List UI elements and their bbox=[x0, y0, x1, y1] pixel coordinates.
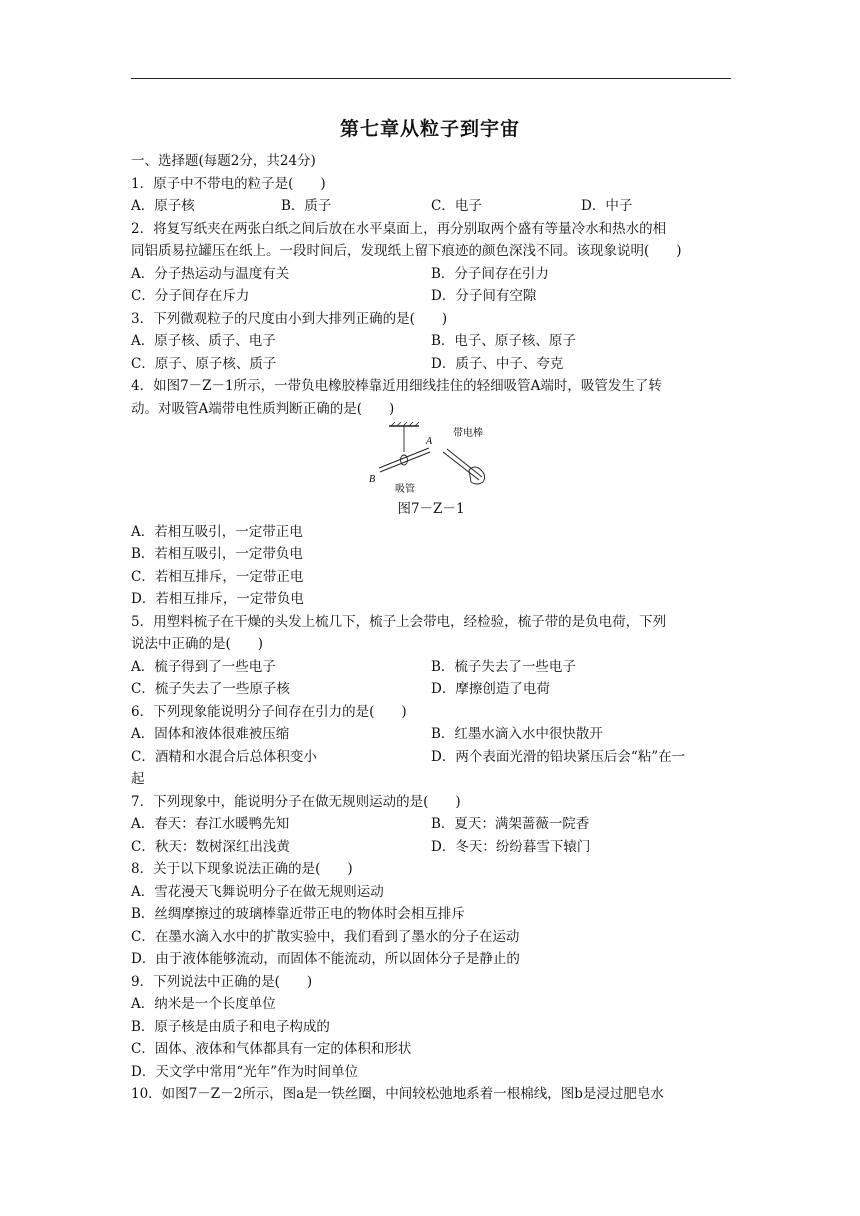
document-body bbox=[131, 150, 731, 1106]
option-d: D．若相互排斥，一定带负电 bbox=[131, 591, 304, 607]
option-b: B．梳子失去了一些电子 bbox=[431, 658, 576, 675]
question-stem: 4．如图7－Z－1所示，一带负电橡胶棒靠近用细线挂住的轻细吸管A端时，吸管发生了转 bbox=[131, 378, 662, 394]
label-a: A bbox=[426, 436, 433, 447]
label-straw: 吸管 bbox=[395, 484, 415, 495]
figure-straw-rod bbox=[131, 420, 731, 498]
option-d: D．摩擦创造了电荷 bbox=[431, 681, 550, 697]
question-stem-cont: 说法中正确的是( ) bbox=[131, 636, 264, 652]
option-row bbox=[131, 353, 731, 376]
question-stem: 1．原子中不带电的粒子是( ) bbox=[131, 175, 326, 192]
section-heading: 一、选择题(每题2分，共24分) bbox=[131, 153, 316, 169]
page-title: 第七章从粒子到宇宙 bbox=[339, 118, 520, 140]
question-stem: 2．将复写纸夹在两张白纸之间后放在水平桌面上，再分别取两个盛有等量冷水和热水的相 bbox=[131, 220, 667, 237]
option-a: A．雪花漫天飞舞说明分子在做无规则运动 bbox=[131, 883, 384, 900]
option-row bbox=[131, 330, 731, 353]
question-stem-cont: 动。对吸管A端带电性质判断正确的是( ) bbox=[131, 400, 395, 417]
option-row bbox=[131, 678, 731, 701]
option-a: A．梳子得到了一些电子 bbox=[131, 658, 276, 675]
option-d: D．中子 bbox=[581, 198, 633, 214]
option-a: A．若相互吸引，一定带正电 bbox=[131, 523, 303, 540]
figure-caption: 图7－Z－1 bbox=[397, 501, 465, 517]
option-row bbox=[131, 263, 731, 286]
option-row bbox=[131, 195, 731, 218]
question-stem: 7．下列现象中，能说明分子在做无规则运动的是( ) bbox=[131, 793, 461, 810]
question-stem: 5．用塑料梳子在干燥的头发上梳几下，梳子上会带电，经检验，梳子带的是负电荷，下列 bbox=[131, 613, 667, 630]
option-d: D．冬天：纷纷暮雪下辕门 bbox=[431, 838, 591, 855]
label-b: B bbox=[369, 474, 376, 485]
option-c: C．在墨水滴入水中的扩散实验中，我们看到了墨水的分子在运动 bbox=[131, 928, 520, 945]
option-b: B．电子、原子核、原子 bbox=[431, 333, 576, 349]
option-c: C．固体、液体和气体都具有一定的体积和形状 bbox=[131, 1041, 412, 1057]
label-rod: 带电棒 bbox=[453, 428, 483, 439]
option-b: B．原子核是由质子和电子构成的 bbox=[131, 1018, 330, 1035]
option-c: C．酒精和水混合后总体积变小 bbox=[131, 748, 317, 765]
option-a: A．原子核 bbox=[131, 198, 195, 214]
option-d: D．由于液体能够流动，而固体不能流动，所以固体分子是静止的 bbox=[131, 951, 520, 967]
question-stem: 10．如图7－Z－2所示，图a是一铁丝圈，中间较松弛地系着一根棉线，图b是浸过肥皂水 bbox=[131, 1086, 664, 1102]
option-c: C．电子 bbox=[431, 198, 482, 214]
option-a: A．原子核、质子、电子 bbox=[131, 333, 276, 349]
question-stem: 8．关于以下现象说法正确的是( ) bbox=[131, 861, 353, 877]
option-row bbox=[131, 813, 731, 836]
option-c: C．分子间存在斥力 bbox=[131, 288, 250, 304]
option-b: B．分子间存在引力 bbox=[431, 265, 549, 282]
option-d: D．质子、中子、夸克 bbox=[431, 355, 564, 372]
option-row bbox=[131, 656, 731, 679]
question-stem: 6．下列现象能说明分子间存在引力的是( ) bbox=[131, 703, 407, 720]
option-c: C．若相互排斥，一定带正电 bbox=[131, 568, 304, 585]
option-c: C．梳子失去了一些原子核 bbox=[131, 681, 290, 697]
option-a: A．分子热运动与温度有关 bbox=[131, 265, 290, 282]
option-d: D．天文学中常用“光年”作为时间单位 bbox=[131, 1063, 359, 1080]
option-b: B．夏天：满架蔷薇一院香 bbox=[431, 816, 590, 832]
option-row bbox=[131, 746, 731, 769]
option-a: A．固体和液体很难被压缩 bbox=[131, 726, 290, 742]
option-d-cont: 起 bbox=[131, 771, 145, 787]
option-b: B．丝绸摩擦过的玻璃棒靠近带正电的物体时会相互排斥 bbox=[131, 906, 465, 922]
option-b: B．质子 bbox=[281, 198, 332, 214]
option-row bbox=[131, 285, 731, 308]
option-row bbox=[131, 836, 731, 859]
option-b: B．若相互吸引，一定带负电 bbox=[131, 546, 303, 562]
straw-rod-illustration bbox=[361, 422, 491, 496]
option-d: D．分子间有空隙 bbox=[431, 288, 537, 304]
option-b: B．红墨水滴入水中很快散开 bbox=[431, 726, 603, 742]
option-c: C．原子、原子核、质子 bbox=[131, 355, 277, 372]
header-rule bbox=[131, 78, 731, 79]
question-stem-cont: 同铝质易拉罐压在纸上。一段时间后，发现纸上留下痕迹的颜色深浅不同。该现象说明( ) bbox=[131, 243, 682, 259]
option-d: D．两个表面光滑的铅块紧压后会“粘”在一 bbox=[431, 748, 686, 765]
option-a: A．纳米是一个长度单位 bbox=[131, 996, 276, 1012]
question-stem: 3．下列微观粒子的尺度由小到大排列正确的是( ) bbox=[131, 310, 448, 327]
option-row bbox=[131, 723, 731, 746]
option-c: C．秋天：数树深红出浅黄 bbox=[131, 838, 290, 855]
question-stem: 9．下列说法中正确的是( ) bbox=[131, 973, 313, 990]
option-a: A．春天：春江水暖鸭先知 bbox=[131, 816, 290, 832]
